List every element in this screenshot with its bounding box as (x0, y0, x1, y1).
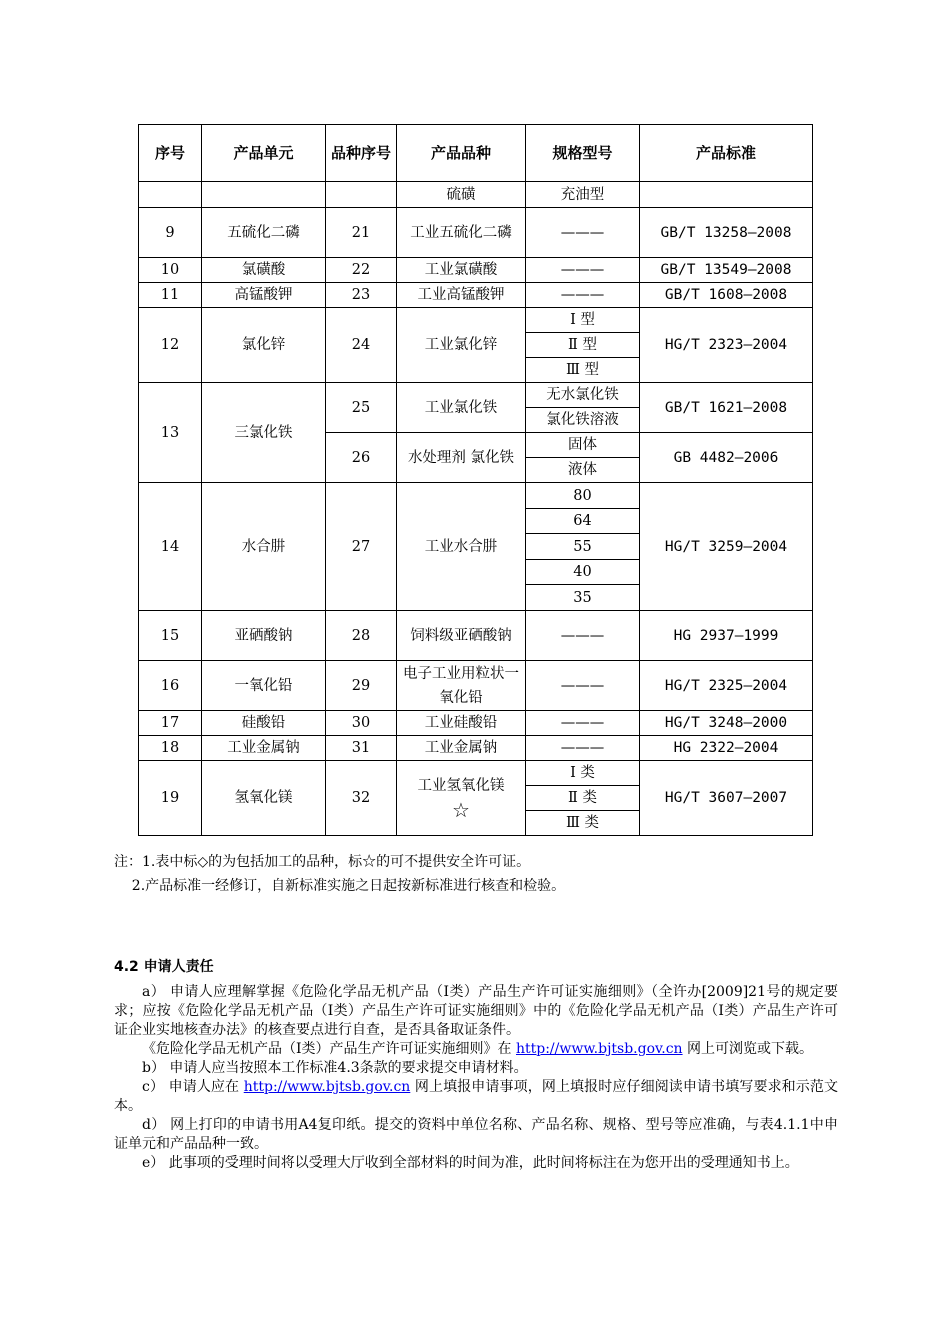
no-cell: 15 (139, 611, 202, 661)
unit-cell: 氢氧化镁 (202, 761, 326, 836)
vno-cell: 31 (326, 736, 397, 761)
variety-cell: 硫磺 (397, 182, 526, 208)
spec-cell: Ⅰ 型 (526, 308, 640, 333)
vno-cell: 24 (326, 308, 397, 383)
paragraph (114, 1040, 838, 1059)
applicant-responsibility-section (114, 958, 838, 1173)
spec-cell: ——— (526, 258, 640, 283)
table-row (139, 736, 813, 761)
spec-cell: 55 (526, 534, 640, 560)
paragraph: d） 网上打印的申请书用A4复印纸。提交的资料中单位名称、产品名称、规格、型号等应准确，与表4.1.1中申证单元和产品品种一致。 (114, 1117, 838, 1152)
star-icon: ☆ (452, 798, 470, 822)
variety-cell: 电子工业用粒状一氧化铅 (397, 661, 526, 711)
std-cell: GB 4482—2006 (640, 433, 813, 483)
unit-cell: 工业金属钠 (202, 736, 326, 761)
table-row (139, 483, 813, 509)
product-table (138, 124, 813, 836)
unit-cell: 高锰酸钾 (202, 283, 326, 308)
spec-cell: 80 (526, 483, 640, 509)
spec-cell: Ⅲ 类 (526, 811, 640, 836)
header-cell: 规格型号 (526, 125, 640, 182)
variety-cell: 饲料级亚硒酸钠 (397, 611, 526, 661)
spec-cell: ——— (526, 711, 640, 736)
vno-cell: 26 (326, 433, 397, 483)
table-row (139, 661, 813, 711)
paragraph (114, 1078, 838, 1116)
vno-cell: 32 (326, 761, 397, 836)
table-notes (114, 850, 565, 898)
spec-cell: 充油型 (526, 182, 640, 208)
unit-cell: 一氧化铅 (202, 661, 326, 711)
std-cell: GB/T 13258—2008 (640, 208, 813, 258)
variety-cell: 工业水合肼 (397, 483, 526, 611)
no-cell: 18 (139, 736, 202, 761)
paragraph-text: 网上可浏览或下载。 (682, 1041, 814, 1057)
std-cell: GB/T 13549—2008 (640, 258, 813, 283)
vno-cell: 21 (326, 208, 397, 258)
paragraph: e） 此事项的受理时间将以受理大厅收到全部材料的时间为准，此时间将标注在为您开出的受理通知书上。 (142, 1155, 799, 1171)
spec-cell: Ⅰ 类 (526, 761, 640, 786)
variety-cell: 工业氯化铁 (397, 383, 526, 433)
paragraph: a） 申请人应理解掌握《危险化学品无机产品（Ⅰ类）产品生产许可证实施细则》（全许办[2009]21号的规定要求；应按《危险化学品无机产品（Ⅰ类）产品生产许可证实施细则》中的《危险化学品无机产品（Ⅰ类）产品生产许可证企业实地核查办法》的核查要点进行自查，是否具备取证条件。 (114, 984, 838, 1038)
table-row (139, 182, 813, 208)
table-row (139, 258, 813, 283)
spec-cell: 氯化铁溶液 (526, 408, 640, 433)
no-cell: 19 (139, 761, 202, 836)
variety-cell: 工业金属钠 (397, 736, 526, 761)
unit-cell: 硅酸铅 (202, 711, 326, 736)
vno-cell: 23 (326, 283, 397, 308)
variety-cell: 工业氯磺酸 (397, 258, 526, 283)
spec-cell: 液体 (526, 458, 640, 483)
header-cell: 产品标准 (640, 125, 813, 182)
no-cell: 16 (139, 661, 202, 711)
variety-cell (397, 761, 526, 836)
table-row (139, 308, 813, 333)
bjtsb-link[interactable]: http://www.bjtsb.gov.cn (243, 1079, 411, 1095)
std-cell: HG 2322—2004 (640, 736, 813, 761)
section-heading: 4.2 申请人责任 (114, 959, 214, 975)
header-cell: 序号 (139, 125, 202, 182)
no-cell: 12 (139, 308, 202, 383)
spec-cell: 64 (526, 509, 640, 534)
spec-cell: 40 (526, 560, 640, 585)
std-cell: HG/T 3259—2004 (640, 483, 813, 611)
vno-cell: 22 (326, 258, 397, 283)
spec-cell: Ⅱ 类 (526, 786, 640, 811)
no-cell: 10 (139, 258, 202, 283)
unit-cell: 亚硒酸钠 (202, 611, 326, 661)
vno-cell: 27 (326, 483, 397, 611)
std-cell: GB/T 1621—2008 (640, 383, 813, 433)
unit-cell: 三氯化铁 (202, 383, 326, 483)
variety-cell: 工业五硫化二磷 (397, 208, 526, 258)
std-cell: HG/T 3607—2007 (640, 761, 813, 836)
std-cell: HG/T 2323—2004 (640, 308, 813, 383)
unit-cell: 五硫化二磷 (202, 208, 326, 258)
variety-text: 工业氢氧化镁 (417, 778, 505, 794)
spec-cell: Ⅲ 型 (526, 358, 640, 383)
spec-cell: ——— (526, 736, 640, 761)
variety-cell: 工业硅酸铅 (397, 711, 526, 736)
table-header-row (139, 125, 813, 182)
paragraph-text: 《危险化学品无机产品（Ⅰ类）产品生产许可证实施细则》在 (142, 1041, 516, 1057)
no-cell: 9 (139, 208, 202, 258)
paragraph: b） 申请人应当按照本工作标准4.3条款的要求提交申请材料。 (142, 1060, 528, 1076)
std-cell: HG/T 2325—2004 (640, 661, 813, 711)
note-line: 2.产品标准一经修订，自新标准实施之日起按新标准进行核查和检验。 (114, 878, 566, 894)
variety-cell: 工业高锰酸钾 (397, 283, 526, 308)
vno-cell: 30 (326, 711, 397, 736)
variety-cell: 工业氯化锌 (397, 308, 526, 383)
header-cell: 产品单元 (202, 125, 326, 182)
spec-cell: ——— (526, 661, 640, 711)
spec-cell: ——— (526, 208, 640, 258)
std-cell: HG/T 3248—2000 (640, 711, 813, 736)
header-cell: 产品品种 (397, 125, 526, 182)
no-cell: 17 (139, 711, 202, 736)
table-row (139, 611, 813, 661)
unit-cell: 氯化锌 (202, 308, 326, 383)
spec-cell: 固体 (526, 433, 640, 458)
table-row (139, 761, 813, 786)
table-row (139, 208, 813, 258)
std-cell: GB/T 1608—2008 (640, 283, 813, 308)
variety-cell: 水处理剂 氯化铁 (397, 433, 526, 483)
spec-cell: ——— (526, 283, 640, 308)
std-cell: HG 2937—1999 (640, 611, 813, 661)
no-cell: 11 (139, 283, 202, 308)
unit-cell: 水合肼 (202, 483, 326, 611)
table-row (139, 711, 813, 736)
spec-cell: Ⅱ 型 (526, 333, 640, 358)
paragraph-text: 网上填报申请事项，网上填报时应仔细阅读申请书填写要求和示范文本。 (114, 1079, 838, 1114)
no-cell: 14 (139, 483, 202, 611)
header-cell: 品种序号 (326, 125, 397, 182)
table-row (139, 283, 813, 308)
vno-cell: 25 (326, 383, 397, 433)
bjtsb-link[interactable]: http://www.bjtsb.gov.cn (515, 1041, 683, 1057)
spec-cell: 无水氯化铁 (526, 383, 640, 408)
paragraph-text: c） 申请人应在 (142, 1079, 244, 1095)
vno-cell: 29 (326, 661, 397, 711)
unit-cell: 氯磺酸 (202, 258, 326, 283)
spec-cell: ——— (526, 611, 640, 661)
note-line: 注：1.表中标◇的为包括加工的品种，标☆的可不提供安全许可证。 (114, 854, 531, 870)
no-cell: 13 (139, 383, 202, 483)
table-row (139, 383, 813, 408)
spec-cell: 35 (526, 585, 640, 611)
vno-cell: 28 (326, 611, 397, 661)
